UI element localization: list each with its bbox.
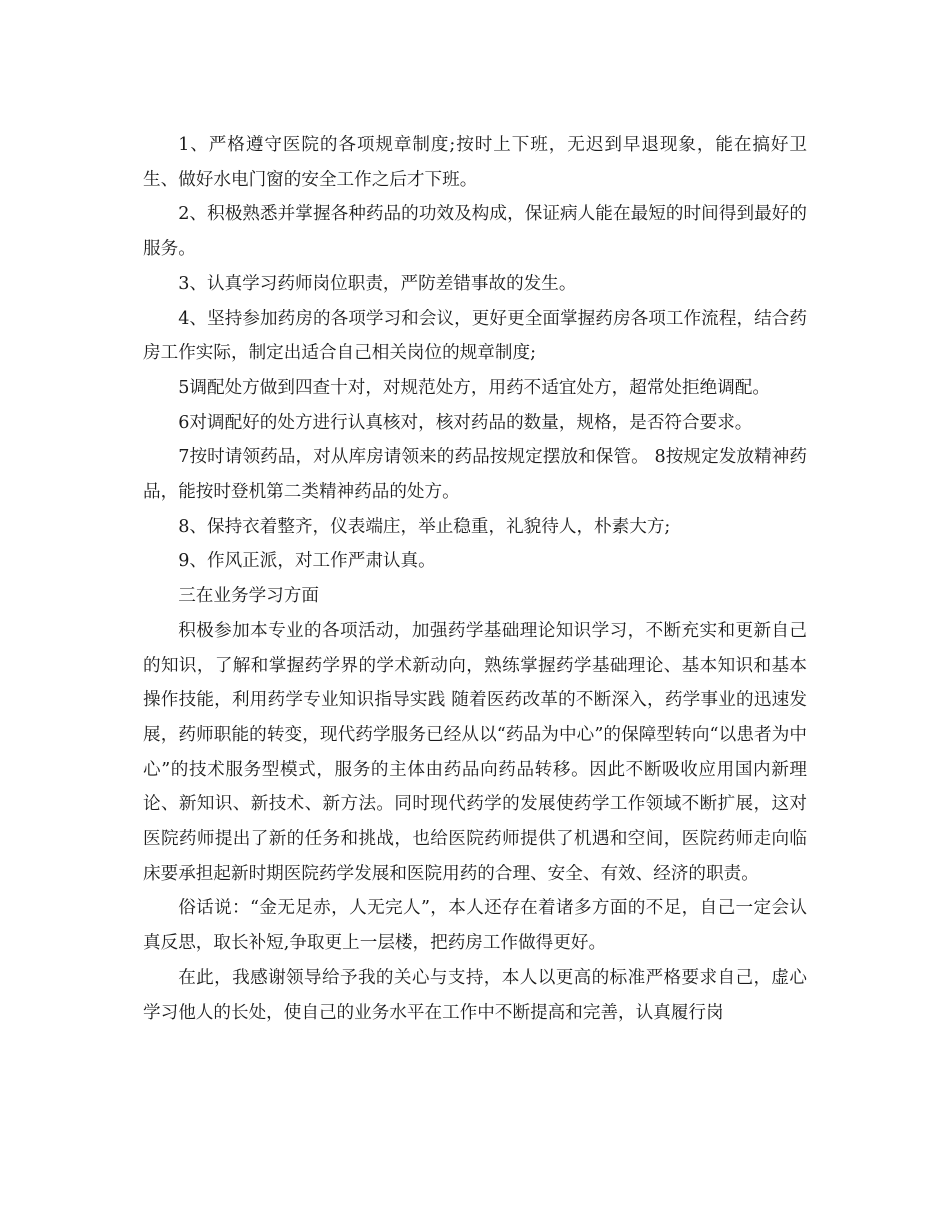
paragraph-rule-3: 3、认真学习药师岗位职责，严防差错事故的发生。 (178, 273, 577, 294)
paragraph-study: 积极参加本专业的各项活动，加强药学基础理论知识学习，不断充实和更新自己的知识，了解和掌握药学界的学术新动向，熟练掌握药学基础理论、基本知识和基本操作技能，利用药学专业知识指导实践 随着医药改革的不断深入，药学事业的迅速发展，药师职能的转变，现代药学服务已经从以“药品为中心”的保障型转向“以患者为中心”的技术服务型模式，服务的主体由药品向药品转移。因此不断吸收应用国内新理论、新知识、新技术、新方法。同时现代药学的发展使药学工作领域不断扩展，这对医院药师提出了新的任务和挑战，也给医院药师提供了机遇和空间，医院药师走向临床要承担起新时期医院药学发展和医院用药的合理、安全、有效、经济的职责。 (143, 620, 807, 884)
paragraph-rule-8: 8、保持衣着整齐，仪表端庄，举止稳重，礼貌待人，朴素大方; (178, 516, 671, 537)
paragraph-rule-9: 9、作风正派，对工作严肃认真。 (178, 551, 436, 572)
paragraph-thanks: 在此，我感谢领导给予我的关心与支持，本人以更高的标准严格要求自己，虚心学习他人的长处，使自己的业务水平在工作中不断提高和完善，认真履行岗 (143, 967, 807, 1023)
paragraph-rule-6: 6对调配好的处方进行认真核对，核对药品的数量，规格，是否符合要求。 (178, 412, 753, 433)
paragraph-rule-2: 2、积极熟悉并掌握各种药品的功效及构成，保证病人能在最短的时间得到最好的服务。 (143, 204, 807, 260)
paragraph-rule-5: 5调配处方做到四查十对，对规范处方，用药不适宜处方，超常处拒绝调配。 (178, 377, 770, 398)
paragraph-rule-7: 7按时请领药品，对从库房请领来的药品按规定摆放和保管。 8按规定发放精神药品，能按时登机第二类精神药品的处方。 (143, 447, 807, 503)
paragraph-rule-4: 4、坚持参加药房的各项学习和会议，更好更全面掌握药房各项工作流程，结合药房工作实际，制定出适合自己相关岗位的规章制度; (143, 308, 807, 364)
paragraph-proverb: 俗话说：“金无足赤，人无完人”，本人还存在着诸多方面的不足，自己一定会认真反思，取长补短,争取更上一层楼，把药房工作做得更好。 (143, 898, 807, 954)
section-heading: 三在业务学习方面 (178, 586, 319, 607)
paragraph-rule-1: 1、严格遵守医院的各项规章制度;按时上下班，无迟到早退现象，能在搞好卫生、做好水电门窗的安全工作之后才下班。 (143, 135, 807, 190)
document-body (143, 128, 807, 1030)
